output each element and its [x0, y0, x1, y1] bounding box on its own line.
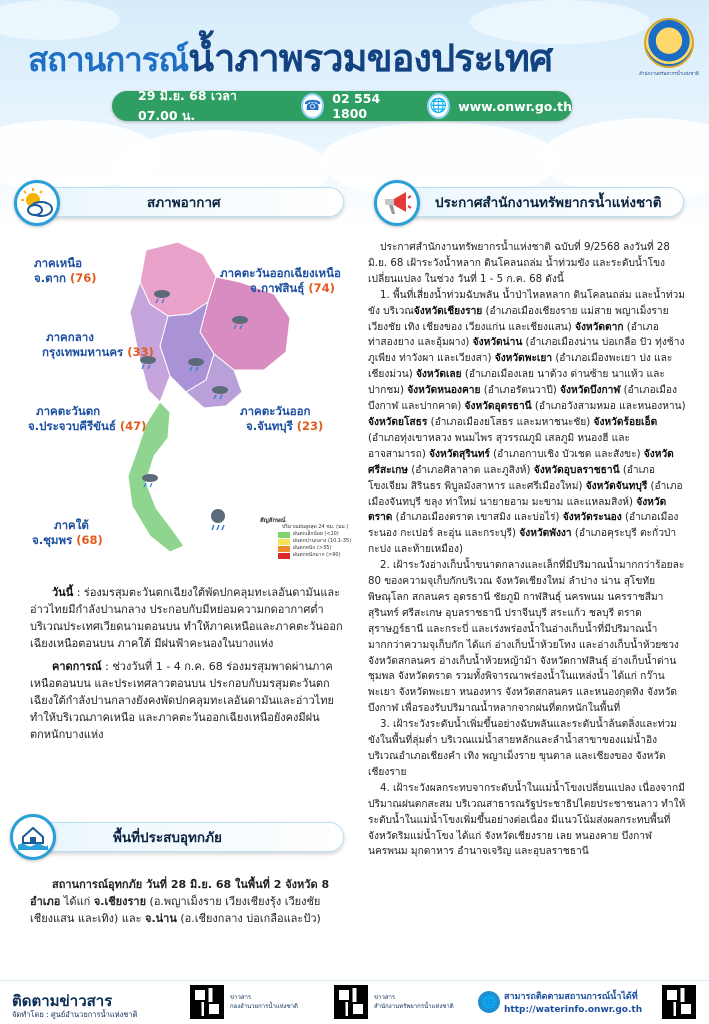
district-list: (อำเภอเมืองบึงกาฬ และปากคาด)	[368, 385, 677, 413]
footer-web-label: สามารถติดตามสถานการณ์น้ำได้ที่	[504, 992, 638, 1002]
province-name: จังหวัดบึงกาฬ	[560, 385, 621, 397]
province-name: จังหวัดจันทบุรี	[585, 480, 648, 492]
announcement-item-3: 3. เฝ้าระวังระดับน้ำเพิ่มขึ้นอย่างฉับพลันและระดับน้ำล้นตลิ่งและท่วมขังในพื้นที่ลุ่มต่ำ บริเวณแม่น้ำสายหลักและลำน้ำสาขาของแม่น้ำอิง บริเวณอำเภอเชียงคำ เทิง พญาเม็งราย ขุนตาล และเชียงของ จังหวัดเชียงราย	[368, 719, 677, 778]
logo-emblem-icon	[644, 18, 694, 68]
district-list: (อำเภอคุระบุรี ตะกั่วป่า กะปง และท้ายเหมือง)	[368, 528, 677, 556]
page-title	[28, 28, 628, 90]
info-bar	[112, 88, 572, 123]
footer	[0, 980, 709, 1024]
logo-caption: สำนักงานทรัพยากรน้ำแห่งชาติ	[639, 72, 699, 77]
province-name: จังหวัดร้อยเอ็ด	[593, 416, 658, 428]
province-name: จังหวัดอุบลราชธานี	[533, 464, 620, 476]
qr1-caption: ข่าวสาร กองอำนวยการน้ำแห่งชาติ	[230, 994, 298, 1010]
province-name: จังหวัดพังงา	[519, 528, 572, 540]
thailand-rainfall-map	[28, 242, 358, 562]
district-list: (อำเภอทุ่งเขาหลวง พนมไพร สุวรรณภูมิ เสลภูมิ หนองฮี และอาจสามารถ)	[368, 432, 630, 460]
globe-icon: 🌐	[478, 991, 500, 1013]
disaster-section-header	[22, 822, 344, 852]
region-label-south: ภาคใต้ จ.ชุมพร (68)	[32, 518, 103, 547]
province-name: จังหวัดหนองคาย	[407, 385, 481, 397]
page-title-part2: น้ำภาพรวมของประเทศ	[188, 36, 553, 80]
district-list: (อำเภอโขงเจียม สิรินธร พิบูลมังสาหาร และศรีเมืองใหม่)	[368, 464, 655, 492]
weather-section-header	[22, 187, 344, 217]
announcement-item-2: 2. เฝ้าระวังอ่างเก็บน้ำขนาดกลางและเล็กที่มีปริมาณน้ำมากกว่าร้อยละ 80 ของความจุเก็บกักบริเวณ จังหวัดเชียงใหม่ ลำปาง น่าน สุโขทัย พิษณุโลก สกลนคร อุดรธานี ชัยภูมิ กาฬสินธุ์ นครพนม นครราชสีมา สุรินทร์ ศรีสะเกษ อุบลราชธานี ปราจีนบุรี สระแก้ว ชลบุรี ตราด สุราษฎร์ธานี และกระบี่ และเร่งพร่องน้ำในอ่างเก็บน้ำที่มีปริมาณน้ำมากกว่าความจุเก็บกัก ได้แก่ อ่างเก็บน้ำห้วยโทง และอ่างเก็บน้ำห้วยซวง จังหวัดสกลนคร อ่างเก็บน้ำห้วยหญ้าม้า จังหวัดกาฬสินธุ์ อ่างเก็บน้ำด่านชุมพล จังหวัดตราด รวมทั้งพิจารณาพร่องน้ำในแหล่งน้ำ ได้แก่ กว๊านพะเยา จังหวัดพะเยา หนองหาร จังหวัดสกลนคร และหนองกุดทิง จังหวัดบึงกาฬ เพื่อรองรับปริมาณน้ำหลากจากฝนที่ตกหนักในพื้นที่	[368, 560, 685, 715]
district-list: (อำเภอเมืองตราด เขาสมิง และบ่อไร่)	[392, 512, 563, 524]
district-list: (อำเภอท่าสองยาง และอุ้มผาง)	[368, 321, 659, 349]
province-name: จังหวัดน่าน	[472, 337, 523, 349]
province-name: จังหวัดสุรินทร์	[429, 448, 490, 460]
sun-cloud-icon	[14, 180, 60, 226]
cloud-decoration	[540, 118, 709, 198]
weather-description	[30, 584, 350, 743]
disaster-description: สถานการณ์อุทกภัย วันที่ 28 มิ.ย. 68 ในพื้นที่ 2 จังหวัด 8 อำเภอ ได้แก่ จ.เชียงราย (อ.พญาเม็งราย เวียงเชียงรุ้ง เวียงชัย เชียงแสน และเทิง) และ จ.น่าน (อ.เชียงกลาง บ่อเกลือและปัว)	[30, 878, 330, 925]
district-list: (อำเภอเมืองพะเยา ปง และเชียงม่วน)	[368, 353, 673, 381]
megaphone-icon	[374, 180, 420, 226]
footer-producer: จัดทำโดย : ศูนย์อำนวยการน้ำแห่งชาติ	[12, 1010, 138, 1019]
district-list: (อำเภอเมืองระนอง กะเปอร์ ละอุ่น และกระบุรี)	[368, 512, 679, 540]
announcement-section-header	[384, 187, 684, 217]
page-title-part1: สถานการณ์	[28, 40, 189, 79]
district-list: (อำเภอเมืองเลย นาด้วง ด่านซ้าย นาแห้ว และปากชม)	[368, 369, 665, 397]
province-name: จังหวัดยโสธร	[368, 416, 428, 428]
weather-today: วันนี้ : ร่องมรสุมตะวันตกเฉียงใต้พัดปกคลุมทะเลอันดามันและอ่าวไทยมีกำลังปานกลาง ประกอบกับมีหย่อมความกดอากาศต่ำบริเวณประเทศเวียดนามตอนบน ทำให้ภาคเหนือและภาคตะวันออกเฉียงเหนือตอนบน ภาคใต้ มีฝนฟ้าคะนองในบางแห่ง	[30, 586, 343, 650]
province-name: จังหวัดเชียงราย	[413, 305, 483, 317]
announcement-item-4: 4. เฝ้าระวังผลกระทบจากระดับน้ำในแม่น้ำโขงเปลี่ยนแปลง เนื่องจากมีปริมาณฝนตกสะสม บริเวณสาธารณรัฐประชาธิปไตยประชาชนลาว ทำให้ระดับน้ำในแม่น้ำโขงเพิ่มขึ้นอย่างต่อเนื่อง มีแนวโน้มส่งผลกระทบพื้นที่จังหวัดริมแม่น้ำโขง ได้แก่ จังหวัดเชียงราย เลย หนองคาย บึงกาฬ นครพนม มุกดาหาร อำนาจเจริญ และอุบลราชธานี	[368, 782, 686, 858]
qr2-caption: ข่าวสาร สำนักงานทรัพยากรน้ำแห่งชาติ	[374, 994, 454, 1010]
footer-web-url[interactable]: http://waterinfo.onwr.go.th	[504, 1005, 643, 1015]
region-label-east: ภาคตะวันออก จ.จันทบุรี (23)	[240, 404, 324, 433]
legend-item: ฝนตกเล็กน้อย (<10)	[278, 531, 351, 538]
flood-house-icon	[10, 814, 56, 860]
announcement-item-1: 1. พื้นที่เสี่ยงน้ำท่วมฉับพลัน น้ำป่าไหลหลาก ดินโคลนถล่ม และน้ำท่วมขัง บริเวณจังหวัดเชียงราย (อำเภอเมืองเชียงราย แม่สาย พญาเม็งราย เวียงชัย เทิง เชียงของ เวียงแก่น และเชียงแสน) จังหวัดตาก (อำเภอท่าสองยาง และอุ้มผาง) จังหวัดน่าน (อำเภอเมืองน่าน บ่อเกลือ ปัว ทุ่งช้าง ภูเพียง ท่าวังผา และเวียงสา) จังหวัดพะเยา (อำเภอเมืองพะเยา ปง และเชียงม่วน) จังหวัดเลย (อำเภอเมืองเลย นาด้วง ด่านซ้าย นาแห้ว และปากชม) จังหวัดหนองคาย (อำเภอรัตนวาปี) จังหวัดบึงกาฬ (อำเภอเมืองบึงกาฬ และปากคาด) จังหวัดอุดรธานี (อำเภอวังสามหมอ และหนองหาน) จังหวัดยโสธร (อำเภอเมืองยโสธร และมหาชนะชัย) จังหวัดร้อยเอ็ด (อำเภอทุ่งเขาหลวง พนมไพร สุวรรณภูมิ เสลภูมิ หนองฮี และอาจสามารถ) จังหวัดสุรินทร์ (อำเภอกาบเชิง บัวเชด และสังขะ) จังหวัดศรีสะเกษ (อำเภอศิลาลาด และภูสิงห์) จังหวัดอุบลราชธานี (อำเภอโขงเจียม สิรินธร พิบูลมังสาหาร และศรีเมืองใหม่) จังหวัดจันทบุรี (อำเภอเมืองจันทบุรี ขลุง ท่าใหม่ นายายอาม มะขาม และแหลมสิงห์) จังหวัดตราด (อำเภอเมืองตราด เขาสมิง และบ่อไร่) จังหวัดระนอง (อำเภอเมืองระนอง กะเปอร์ ละอุ่น และกระบุรี) จังหวัดพังงา (อำเภอคุระบุรี ตะกั่วป่า กะปง และท้ายเหมือง)	[368, 289, 686, 556]
qr-code-icon[interactable]	[190, 985, 224, 1019]
district-list: (อำเภอกาบเชิง บัวเชด และสังขะ)	[489, 448, 644, 460]
district-list: (อำเภอเมืองจันทบุรี ขลุง ท่าใหม่ นายายอาม มะขาม และแหลมสิงห์)	[368, 480, 683, 508]
qr-code-icon[interactable]	[334, 985, 368, 1019]
rainfall-legend: สัญลักษณ์ ปริมาณฝนสูงสุด 24 ชม. (มม.) ฝนตกเล็กน้อย (<10) ฝนตกปานกลาง (10.1-35) ฝนตกหนัก (>35) ฝนตกหนักมาก (>90)	[260, 517, 352, 558]
phone-icon: ☎	[301, 93, 324, 119]
legend-item: ฝนตกปานกลาง (10.1-35)	[278, 538, 351, 545]
province-name: จังหวัดอุดรธานี	[464, 401, 532, 413]
district-list: (อำเภอเมืองเชียงราย แม่สาย พญาเม็งราย เวียงชัย เทิง เชียงของ เวียงแก่น และเชียงแสน)	[368, 305, 669, 333]
district-list: (อำเภอศิลาลาด และภูสิงห์)	[408, 464, 534, 476]
legend-item: ฝนตกหนัก (>35)	[278, 545, 351, 552]
region-label-northeast: ภาคตะวันออกเฉียงเหนือ จ.กาฬสินธุ์ (74)	[220, 266, 341, 295]
district-list: (อำเภอเมืองน่าน บ่อเกลือ ปัว ทุ่งช้าง ภูเพียง ท่าวังผา และเวียงสา)	[368, 337, 685, 365]
region-label-central: ภาคกลาง กรุงเทพมหานคร (33)	[42, 330, 154, 359]
province-name: จังหวัดตาก	[574, 321, 624, 333]
district-list: (อำเภอวังสามหมอ และหนองหาน)	[531, 401, 686, 413]
district-list: (อำเภอรัตนวาปี)	[480, 385, 561, 397]
weather-section-title: สภาพอากาศ	[147, 195, 221, 211]
qr-code-icon[interactable]	[662, 985, 696, 1019]
weather-forecast: คาดการณ์ : ช่วงวันที่ 1 - 4 ก.ค. 68 ร่องมรสุมพาดผ่านภาคเหนือตอนบน และประเทศลาวตอนบน ประกอบกับมรสุมตะวันตกเฉียงใต้กำลังปานกลางยังคงพัดปกคลุมทะเลอันดามันและอ่าวไทย ทำให้บริเวณภาคเหนือ และภาคตะวันออกเฉียงเหนือยังคงมีฝนตกหนักบางแห่ง	[30, 660, 334, 741]
phone-number[interactable]: 02 554 1800	[332, 91, 381, 121]
province-name: จังหวัดเลย	[415, 369, 462, 381]
province-name: จังหวัดศรีสะเกษ	[368, 448, 674, 476]
announcement-section-title: ประกาศสำนักงานทรัพยากรน้ำแห่งชาติ	[435, 195, 662, 211]
province-name: จังหวัดระนอง	[562, 512, 622, 524]
region-label-west: ภาคตะวันตก จ.ประจวบคีรีขันธ์ (47)	[28, 404, 147, 433]
disaster-section-title: พื้นที่ประสบอุทกภัย	[113, 830, 222, 846]
district-list: (อำเภอเมืองยโสธร และมหาชนะชัย)	[427, 416, 594, 428]
province-name: จังหวัดพะเยา	[494, 353, 553, 365]
website-link[interactable]: www.onwr.go.th	[458, 98, 572, 114]
announcement-intro: ประกาศสำนักงานทรัพยากรน้ำแห่งชาติ ฉบับที่ 9/2568 ลงวันที่ 28 มิ.ย. 68 เฝ้าระวังน้ำหลาก ดินโคลนถล่ม น้ำท่วมขัง และระดับน้ำโขงเปลี่ยนแปลง ในช่วง วันที่ 1 - 5 ก.ค. 68 ดังนี้	[368, 242, 670, 285]
region-label-north: ภาคเหนือ จ.ตาก (76)	[34, 256, 97, 285]
onwr-logo	[640, 18, 698, 86]
footer-follow-title: ติดตามข่าวสาร	[12, 992, 113, 1010]
report-date: 29 มิ.ย. 68 เวลา 07.00 น.	[138, 88, 237, 123]
globe-icon: 🌐	[427, 93, 450, 119]
province-name: จังหวัดตราด	[368, 496, 667, 524]
legend-item: ฝนตกหนักมาก (>90)	[278, 552, 351, 559]
announcement-body	[368, 240, 686, 860]
